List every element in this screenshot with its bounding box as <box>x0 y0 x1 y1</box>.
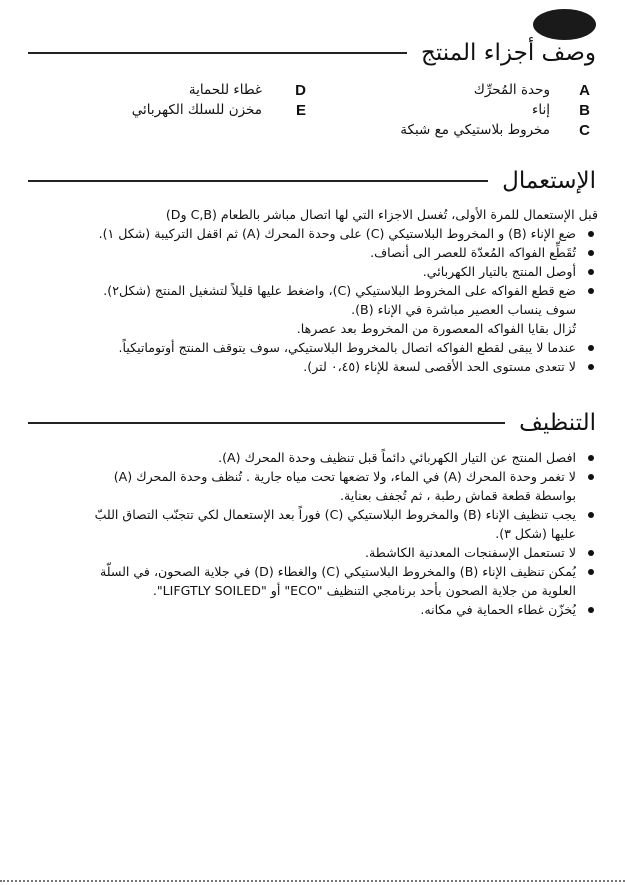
page-bottom-edge <box>0 880 625 882</box>
list-item: تُقَطِّع الفواكه المُعدّة للعصر الى أنصاف. <box>30 243 598 262</box>
language-tab-badge <box>533 9 596 40</box>
usage-steps <box>30 224 598 376</box>
list-item: يُخزّن غطاء الحماية في مكانه. <box>30 600 598 619</box>
list-item: أوصل المنتج بالتيار الكهربائي. <box>30 262 598 281</box>
list-item: افصل المنتج عن التيار الكهربائي دائماً قبل تنظيف وحدة المحرك (A). <box>30 448 598 467</box>
cleaning-text <box>30 448 598 619</box>
part-b: B إناء <box>532 102 590 119</box>
usage-text <box>30 205 598 376</box>
usage-section-title: الإستعمال <box>502 168 596 194</box>
usage-section-header <box>28 168 596 194</box>
list-item: لا تستعمل الإسفنجات المعدنية الكاشطة. <box>30 543 598 562</box>
part-c: C مخروط بلاستيكي مع شبكة <box>400 122 590 139</box>
list-item: عندما لا يبقى لقطع الفواكه اتصال بالمخروط البلاستيكي، سوف يتوقف المنتج أوتوماتيكياً. <box>30 338 598 357</box>
section-divider <box>28 422 505 424</box>
cleaning-section-title: التنظيف <box>519 410 596 436</box>
cleaning-section-header <box>28 410 596 436</box>
part-e: E مخزن للسلك الكهربائي <box>131 102 306 119</box>
usage-intro: قبل الإستعمال للمرة الأولى، تُغسل الاجزاء التي لها اتصال مباشر بالطعام (C,B وD) <box>165 207 598 222</box>
list-item: يُمكن تنظيف الإناء (B) والمخروط البلاستيكي (C) والغطاء (D) في جلاية الصحون، في السلّة العلوية من جلاية الصحون بأحد برنامجي التنظيف "ECO" أو "LIFGTLY SOILED". <box>30 562 598 600</box>
list-item: يجب تنظيف الإناء (B) والمخروط البلاستيكي (C) فوراً بعد الإستعمال لكي تتجنّب التصاق اللبّ عليها (شكل ٣). <box>30 505 598 543</box>
section-divider <box>28 52 407 54</box>
list-item: ضع الإناء (B) و المخروط البلاستيكي (C) على وحدة المحرك (A) ثم اقفل التركيبة (شكل ١). <box>30 224 598 243</box>
part-d: D غطاء للحماية <box>188 82 306 99</box>
list-item: ضع قطع الفواكه على المخروط البلاستيكي (C)، واضغط عليها قليلاً لتشغيل المنتج (شكل٢). سوف ينساب العصير مباشرة في الإناء (B). تُزال بقايا الفواكه المعصورة من المخروط بعد عصرها. <box>30 281 598 338</box>
section-divider <box>28 180 488 182</box>
parts-section-title: وصف أجزاء المنتج <box>421 40 596 66</box>
cleaning-steps <box>30 448 598 619</box>
parts-section-header <box>28 40 596 66</box>
part-a: A وحدة المُحرِّك <box>473 82 590 99</box>
list-item: لا تغمر وحدة المحرك (A) في الماء، ولا تضعها تحت مياه جارية . تُنظف وحدة المحرك (A) بواسطة قطعة قماش رطبة ، ثم تُجفف بعناية. <box>30 467 598 505</box>
list-item: لا تتعدى مستوى الحد الأقصى لسعة للإناء (٠،٤٥ لتر). <box>30 357 598 376</box>
